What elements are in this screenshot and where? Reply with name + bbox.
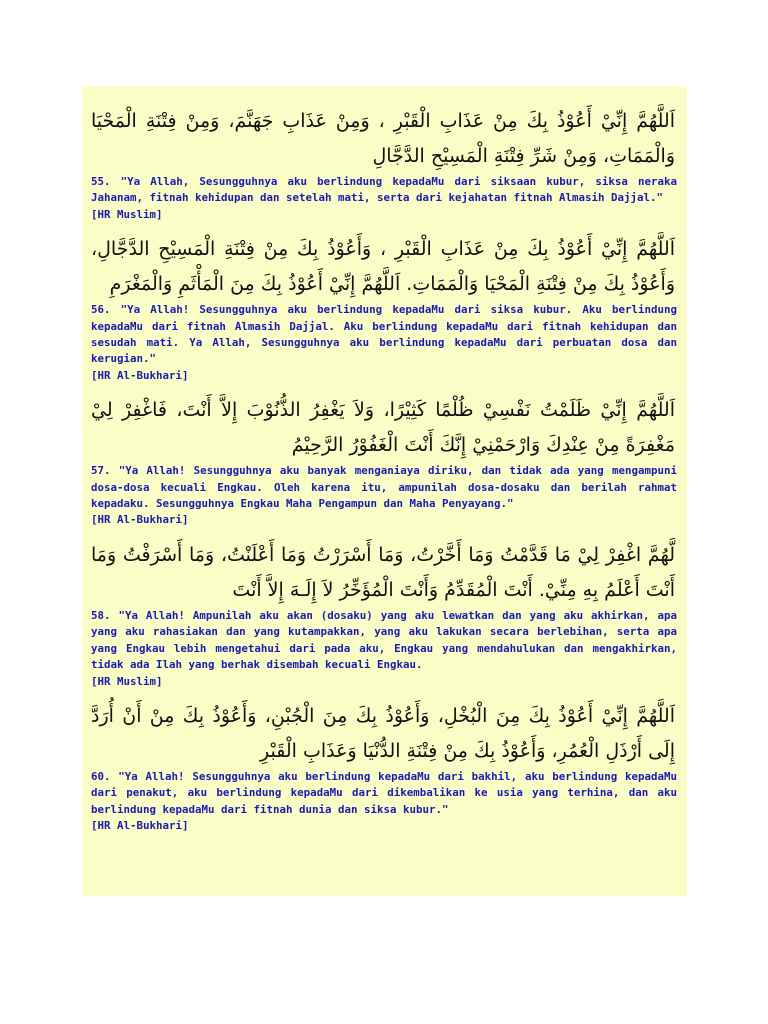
translation-text: 58. "Ya Allah! Ampunilah aku akan (dosaku) yang aku lewatkan dan yang aku akhirkan, apa yang aku rahasiakan dan yang kutampakkan, yang aku lakukan secara berlebihan, serta apa yang Engkau lebih mengetahui dari pada aku, Engkau yang mendahulukan dan mengakhirkan, tidak ada Ilah yang berhak disembah kecuali Engkau. <box>91 608 677 672</box>
prayer-entry-60 <box>91 699 677 835</box>
translation-text: 56. "Ya Allah! Sesungguhnya aku berlindung kepadaMu dari siksa kubur. Aku berlindung kepadaMu dari fitnah Almasih Dajjal. Aku berlindung kepadaMu dari fitnah kehidupan dan sesudah mati. Ya Allah, Sesungguhnya aku berlindung kepadaMu dari perbuatan dosa dan kerugian." <box>91 303 677 366</box>
hadith-source: [HR Muslim] <box>91 674 163 688</box>
translation-text: 57. "Ya Allah! Sesungguhnya aku banyak menganiaya diriku, dan tidak ada yang mengampuni dosa-dosa kecuali Engkau. Oleh karena itu, ampunilah dosa-dosaku dan berilah rahmat kepadaku. Sesungguhnya Engkau Maha Pengampun dan Maha Penyayang." <box>91 464 677 511</box>
translation-text: 60. "Ya Allah! Sesungguhnya aku berlindung kepadaMu dari bakhil, aku berlindung kepadaMu dari penakut, aku berlindung kepadaMu dari dikembalikan ke usia yang terhina, dan aku berlindung kepadaMu dari fitnah dunia dan siksa kubur." <box>91 769 677 816</box>
prayer-entry-56 <box>91 232 677 384</box>
prayer-entry-55 <box>91 104 677 223</box>
prayer-entry-57 <box>91 393 677 529</box>
arabic-text: اَللَّهُمَّ إِنِّيْ أَعُوْذُ بِكَ مِنْ عَذَابِ الْقَبْرِ ، وَمِنْ عَذَابِ جَهَنَّمَ، وَمِنْ فِتْنَةِ الْمَحْيَا وَالْمَمَاتِ، وَمِنْ شَرِّ فِتْنَةِ الْمَسِيْحِ الدَّجَّالِ <box>91 110 675 167</box>
arabic-text: اَللَّهُمَّ إِنِّيْ ظَلَمْتُ نَفْسِيْ ظُلْمًا كَثِيْرًا، وَلاَ يَغْفِرُ الذُّنُوْبَ إِلاَّ أَنْتَ، فَاغْفِرْ لِيْ مَغْفِرَةً مِنْ عِنْدِكَ وَارْحَمْنِيْ إِنَّكَ أَنْتَ الْغَفُوْرُ الرَّحِيْمُ <box>91 399 675 457</box>
arabic-text: لَّهُمَّ اغْفِرْ لِيْ مَا قَدَّمْتُ وَمَا أَخَّرْتُ، وَمَا أَسْرَرْتُ وَمَا أَعْلَنْتُ، وَمَا أَسْرَفْتُ وَمَا أَنْتَ أَعْلَمُ بِهِ مِنِّيْ. أَنْتَ الْمُقَدِّمُ وَأَنْتَ الْمُؤَخِّرُ لاَ إِلَـهَ إِلاَّ أَنْتَ <box>91 543 675 601</box>
arabic-text: اَللَّهُمَّ إِنِّيْ أَعُوْذُ بِكَ مِنَ الْبُخْلِ، وَأَعُوْذُ بِكَ مِنَ الْجُبْنِ، وَأَعُوْذُ بِكَ مِنْ أَنْ أُرَدَّ إِلَى أَرْذَلِ الْعُمُرِ، وَأَعُوْذُ بِكَ مِنْ فِتْنَةِ الدُّنْيَا وَعَذَابِ الْقَبْرِ <box>91 704 675 762</box>
hadith-source: [HR Al-Bukhari] <box>91 368 189 382</box>
hadith-source: [HR Al-Bukhari] <box>91 819 189 833</box>
translation-text: 55. "Ya Allah, Sesungguhnya aku berlindung kepadaMu dari siksaan kubur, siksa neraka Jahanam, fitnah kehidupan dan setelah mati, serta dari kejahatan fitnah Almasih Dajjal." <box>91 175 677 205</box>
prayer-entry-58 <box>91 538 677 690</box>
document-page <box>82 86 687 896</box>
arabic-text: اَللَّهُمَّ إِنِّيْ أَعُوْذُ بِكَ مِنْ عَذَابِ الْقَبْرِ ، وَأَعُوْذُ بِكَ مِنْ فِتْنَةِ الْمَسِيْحِ الدَّجَّالِ، وَأَعُوْذُ بِكَ مِنْ فِتْنَةِ الْمَحْيَا وَالْمَمَاتِ. اَللَّهُمَّ إِنِّيْ أَعُوْذُ بِكَ مِنَ الْمَأْثَمِ وَالْمَغْرَمِ <box>91 238 675 296</box>
hadith-source: [HR Muslim] <box>91 207 163 221</box>
hadith-source: [HR Al-Bukhari] <box>91 513 189 527</box>
